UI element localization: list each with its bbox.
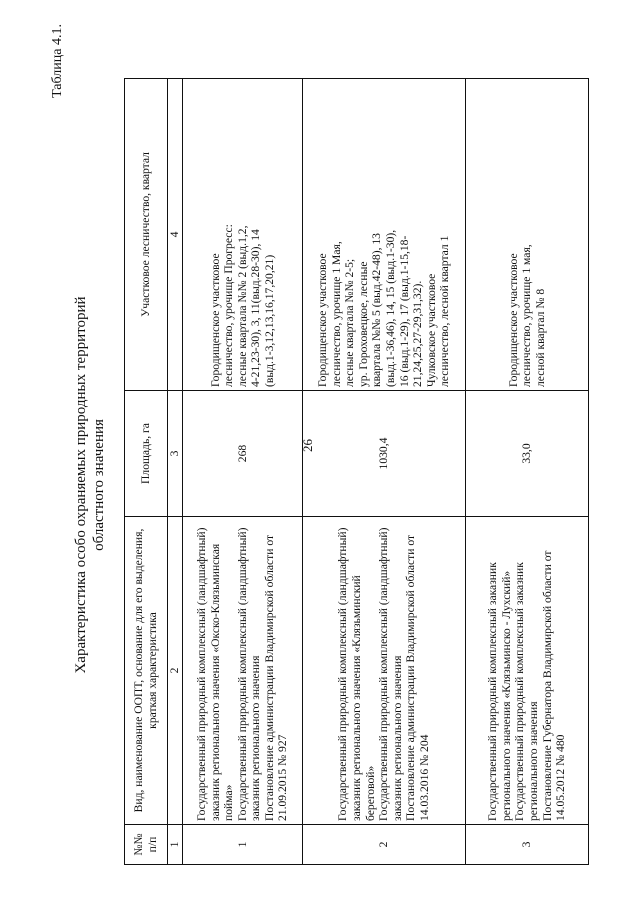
- text-line: Чулковское участковое: [424, 273, 438, 387]
- text-line: (выд.1-36,46), 14, 15 (выд.1-30),: [384, 229, 397, 387]
- column-index: 3: [168, 391, 183, 517]
- text-line: Государственный природный комплексный заказник: [513, 562, 527, 821]
- text-line: Постановление администрации Владимирской области от: [262, 534, 276, 821]
- header-location: Участковое лесничество, квартал: [125, 79, 168, 391]
- text-line: Постановление Губернатора Владимирской области от: [540, 550, 554, 821]
- text-line: Государственный природный комплексный (ландшафтный): [336, 527, 350, 821]
- location-description: [303, 79, 466, 391]
- header-num: №№ п/п: [125, 825, 168, 865]
- text-line: 14.03.2016 № 204: [417, 734, 431, 821]
- table-label: Таблица 4.1.: [50, 24, 65, 98]
- text-line: 4-21,23-30), 3, 11(выд.28-30), 14: [249, 229, 263, 387]
- text-line: Государственный природный комплексный (ландшафтный): [194, 527, 208, 821]
- area-value: 1030,4: [303, 391, 466, 517]
- table-row: [183, 79, 303, 865]
- area-description: [303, 517, 466, 825]
- text-line: Государственный природный комплексный заказник: [486, 562, 500, 821]
- column-index: 2: [168, 517, 183, 825]
- area-value: 33,0: [466, 391, 589, 517]
- text-line: 14.05.2012 № 480: [554, 734, 568, 821]
- location-description: [466, 79, 589, 391]
- row-number: 3: [466, 825, 589, 865]
- text-line: лесные квартала №№ 2-5;: [343, 258, 357, 387]
- text-line: 21.09.2015 № 927: [276, 734, 290, 821]
- text-line: (выд.1-3,12,13,16,17,20,21): [262, 254, 276, 387]
- column-index: 1: [168, 825, 183, 865]
- text-line: регионального значения: [527, 701, 540, 821]
- page-number: 26: [300, 439, 315, 452]
- header-area: Площадь, га: [125, 391, 168, 517]
- text-line: квартала №№ 5 (выд.42-48), 13: [370, 233, 384, 387]
- text-line: регионального значения «Клязьминско - Лухский»: [499, 570, 513, 821]
- column-index-row: [168, 79, 183, 865]
- text-line: Городищенское участковое: [208, 253, 222, 387]
- table-title: [72, 205, 108, 765]
- table-row: [303, 79, 466, 865]
- header-name: Вид, наименование ООПТ, основание для его выделения, краткая характеристика: [125, 517, 168, 825]
- text-line: Городищенское участковое: [316, 253, 330, 387]
- text-line: 16 (выд.1-29), 17 (выд.1-15,18-: [397, 235, 411, 387]
- text-line: лесничество, урочище Прогресс:: [222, 224, 236, 387]
- row-number: 1: [183, 825, 303, 865]
- text-line: лесные квартала №№ 2 (выд.1,2,: [235, 225, 249, 387]
- protected-areas-table: [124, 78, 589, 865]
- text-line: 21,24,25,27-29,31,32).: [411, 280, 425, 387]
- text-line: Постановление администрации Владимирской области от: [404, 534, 418, 821]
- title-line: областного значения: [91, 419, 107, 551]
- text-line: заказник регионального значения: [390, 655, 404, 821]
- table-row: [466, 79, 589, 865]
- text-line: Городищенское участковое: [506, 253, 520, 387]
- text-line: заказник регионального значения «Клязьминский: [350, 575, 364, 821]
- text-line: береговой»: [363, 765, 377, 821]
- text-line: заказник регионального значения «Окско-Клязьминская: [208, 543, 222, 821]
- header-row: [125, 79, 168, 865]
- text-line: лесничество, урочище 1 Мая,: [329, 241, 343, 387]
- location-description: [183, 79, 303, 391]
- text-line: ур. Гороховецкое, лесные: [356, 261, 370, 387]
- area-value: 268: [183, 391, 303, 517]
- column-index: 4: [168, 79, 183, 391]
- text-line: Государственный природный комплексный (ландшафтный): [235, 527, 249, 821]
- text-line: заказник регионального значения: [249, 655, 263, 821]
- title-line: Характеристика особо охраняемых природных территорий: [73, 296, 89, 674]
- text-line: лесной квартал № 8: [533, 288, 547, 387]
- area-description: [466, 517, 589, 825]
- row-number: 2: [303, 825, 466, 865]
- area-description: [183, 517, 303, 825]
- text-line: лесничество, лесной квартал 1: [438, 235, 452, 387]
- text-line: Государственный природный комплексный (ландшафтный): [377, 527, 391, 821]
- text-line: пойма»: [222, 784, 236, 821]
- text-line: лесничество, урочище 1 мая,: [520, 244, 534, 387]
